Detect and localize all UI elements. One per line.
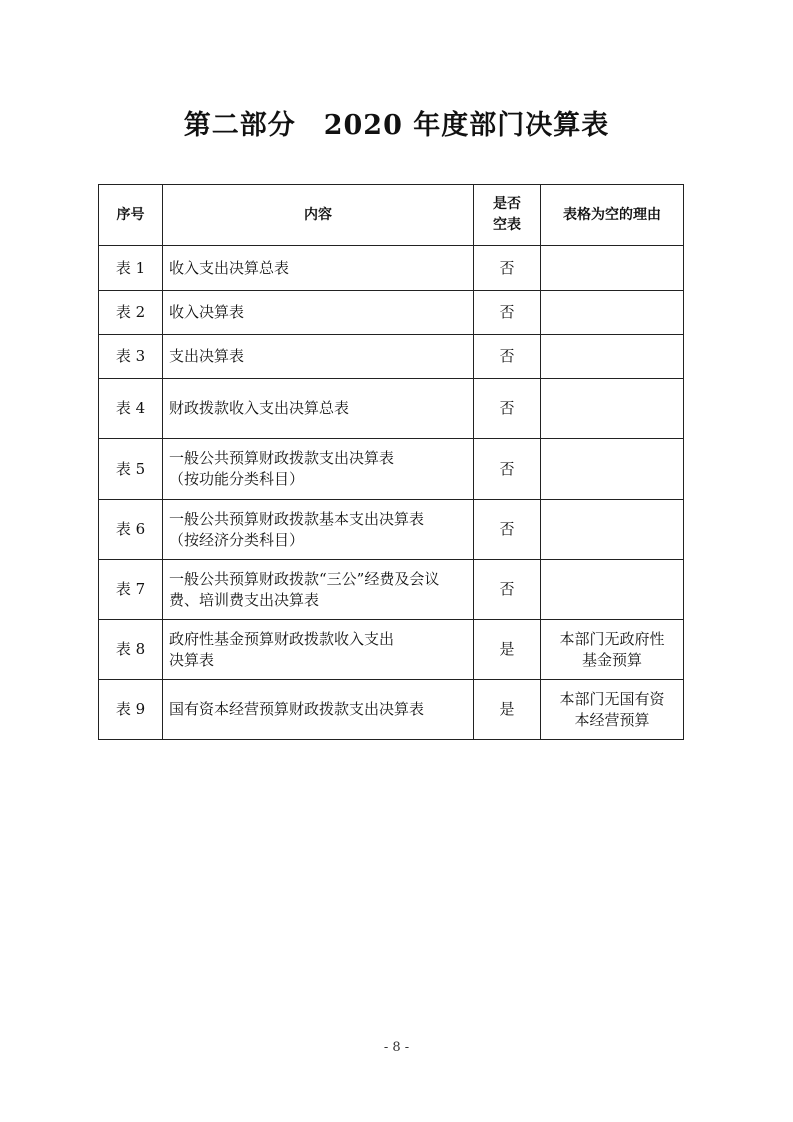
row-content-line: 一般公共预算财政拨款支出决算表 <box>169 449 395 467</box>
row-seq: 表 8 <box>99 620 163 680</box>
row-content-line: 一般公共预算财政拨款“三公”经费及会议 <box>169 569 440 588</box>
row-content <box>163 560 474 620</box>
row-content-line: 支出决算表 <box>169 347 245 365</box>
tables-catalog <box>98 184 684 740</box>
header-is-empty <box>474 185 541 246</box>
row-content-line: 一般公共预算财政拨款基本支出决算表 <box>169 509 425 528</box>
row-content-line: （按经济分类科目） <box>169 530 305 549</box>
row-reason <box>541 560 684 620</box>
row-is-empty: 否 <box>474 500 541 560</box>
row-seq: 表 1 <box>99 246 163 291</box>
table-row <box>99 560 684 620</box>
row-seq: 表 9 <box>99 680 163 740</box>
row-content <box>163 500 474 560</box>
row-content <box>163 335 474 379</box>
row-content-line: 国有资本经营预算财政拨款支出决算表 <box>169 700 425 718</box>
row-content <box>163 291 474 335</box>
header-content: 内容 <box>163 185 474 246</box>
table-row <box>99 335 684 379</box>
table-row <box>99 439 684 500</box>
row-reason-line: 基金预算 <box>581 650 642 669</box>
row-seq: 表 2 <box>99 291 163 335</box>
row-is-empty: 否 <box>474 246 541 291</box>
header-is-empty-line: 是否 <box>493 196 521 212</box>
row-seq: 表 3 <box>99 335 163 379</box>
row-is-empty: 否 <box>474 439 541 500</box>
table-row <box>99 291 684 335</box>
row-seq: 表 7 <box>99 560 163 620</box>
header-row <box>99 185 684 246</box>
row-content-line: 收入决算表 <box>169 303 245 321</box>
row-content <box>163 620 474 680</box>
header-is-empty-line: 空表 <box>493 217 521 233</box>
row-content-line: （按功能分类科目） <box>169 470 305 488</box>
row-content-line: 费、培训费支出决算表 <box>169 590 320 609</box>
table-row <box>99 246 684 291</box>
row-content-line: 收入支出决算总表 <box>169 258 290 277</box>
header-reason: 表格为空的理由 <box>541 185 684 246</box>
row-seq: 表 5 <box>99 439 163 500</box>
row-reason <box>541 620 684 680</box>
row-is-empty: 否 <box>474 560 541 620</box>
row-seq: 表 4 <box>99 379 163 439</box>
row-reason <box>541 439 684 500</box>
row-reason-line: 本部门无国有资 <box>559 689 665 708</box>
row-reason <box>541 680 684 740</box>
row-content-line: 政府性基金预算财政拨款收入支出 <box>169 629 395 648</box>
row-content-line: 决算表 <box>169 650 215 669</box>
row-reason <box>541 379 684 439</box>
row-reason-line: 本经营预算 <box>574 710 650 729</box>
page-number: - 8 - <box>383 1040 410 1055</box>
row-content <box>163 379 474 439</box>
row-is-empty: 否 <box>474 335 541 379</box>
row-reason <box>541 291 684 335</box>
table-row <box>99 379 684 439</box>
row-is-empty: 是 <box>474 620 541 680</box>
page-title: 第二部分 2020 年度部门决算表 <box>183 110 610 141</box>
row-reason <box>541 500 684 560</box>
row-reason-line: 本部门无政府性 <box>559 629 665 648</box>
table-row <box>99 620 684 680</box>
row-content-line: 财政拨款收入支出决算总表 <box>169 399 350 417</box>
header-seq: 序号 <box>99 185 163 246</box>
row-is-empty: 否 <box>474 291 541 335</box>
row-reason <box>541 335 684 379</box>
row-content <box>163 439 474 500</box>
table-row <box>99 680 684 740</box>
row-seq: 表 6 <box>99 500 163 560</box>
row-is-empty: 是 <box>474 680 541 740</box>
row-content <box>163 680 474 740</box>
row-is-empty: 否 <box>474 379 541 439</box>
row-reason <box>541 246 684 291</box>
row-content <box>163 246 474 291</box>
table-row <box>99 500 684 560</box>
